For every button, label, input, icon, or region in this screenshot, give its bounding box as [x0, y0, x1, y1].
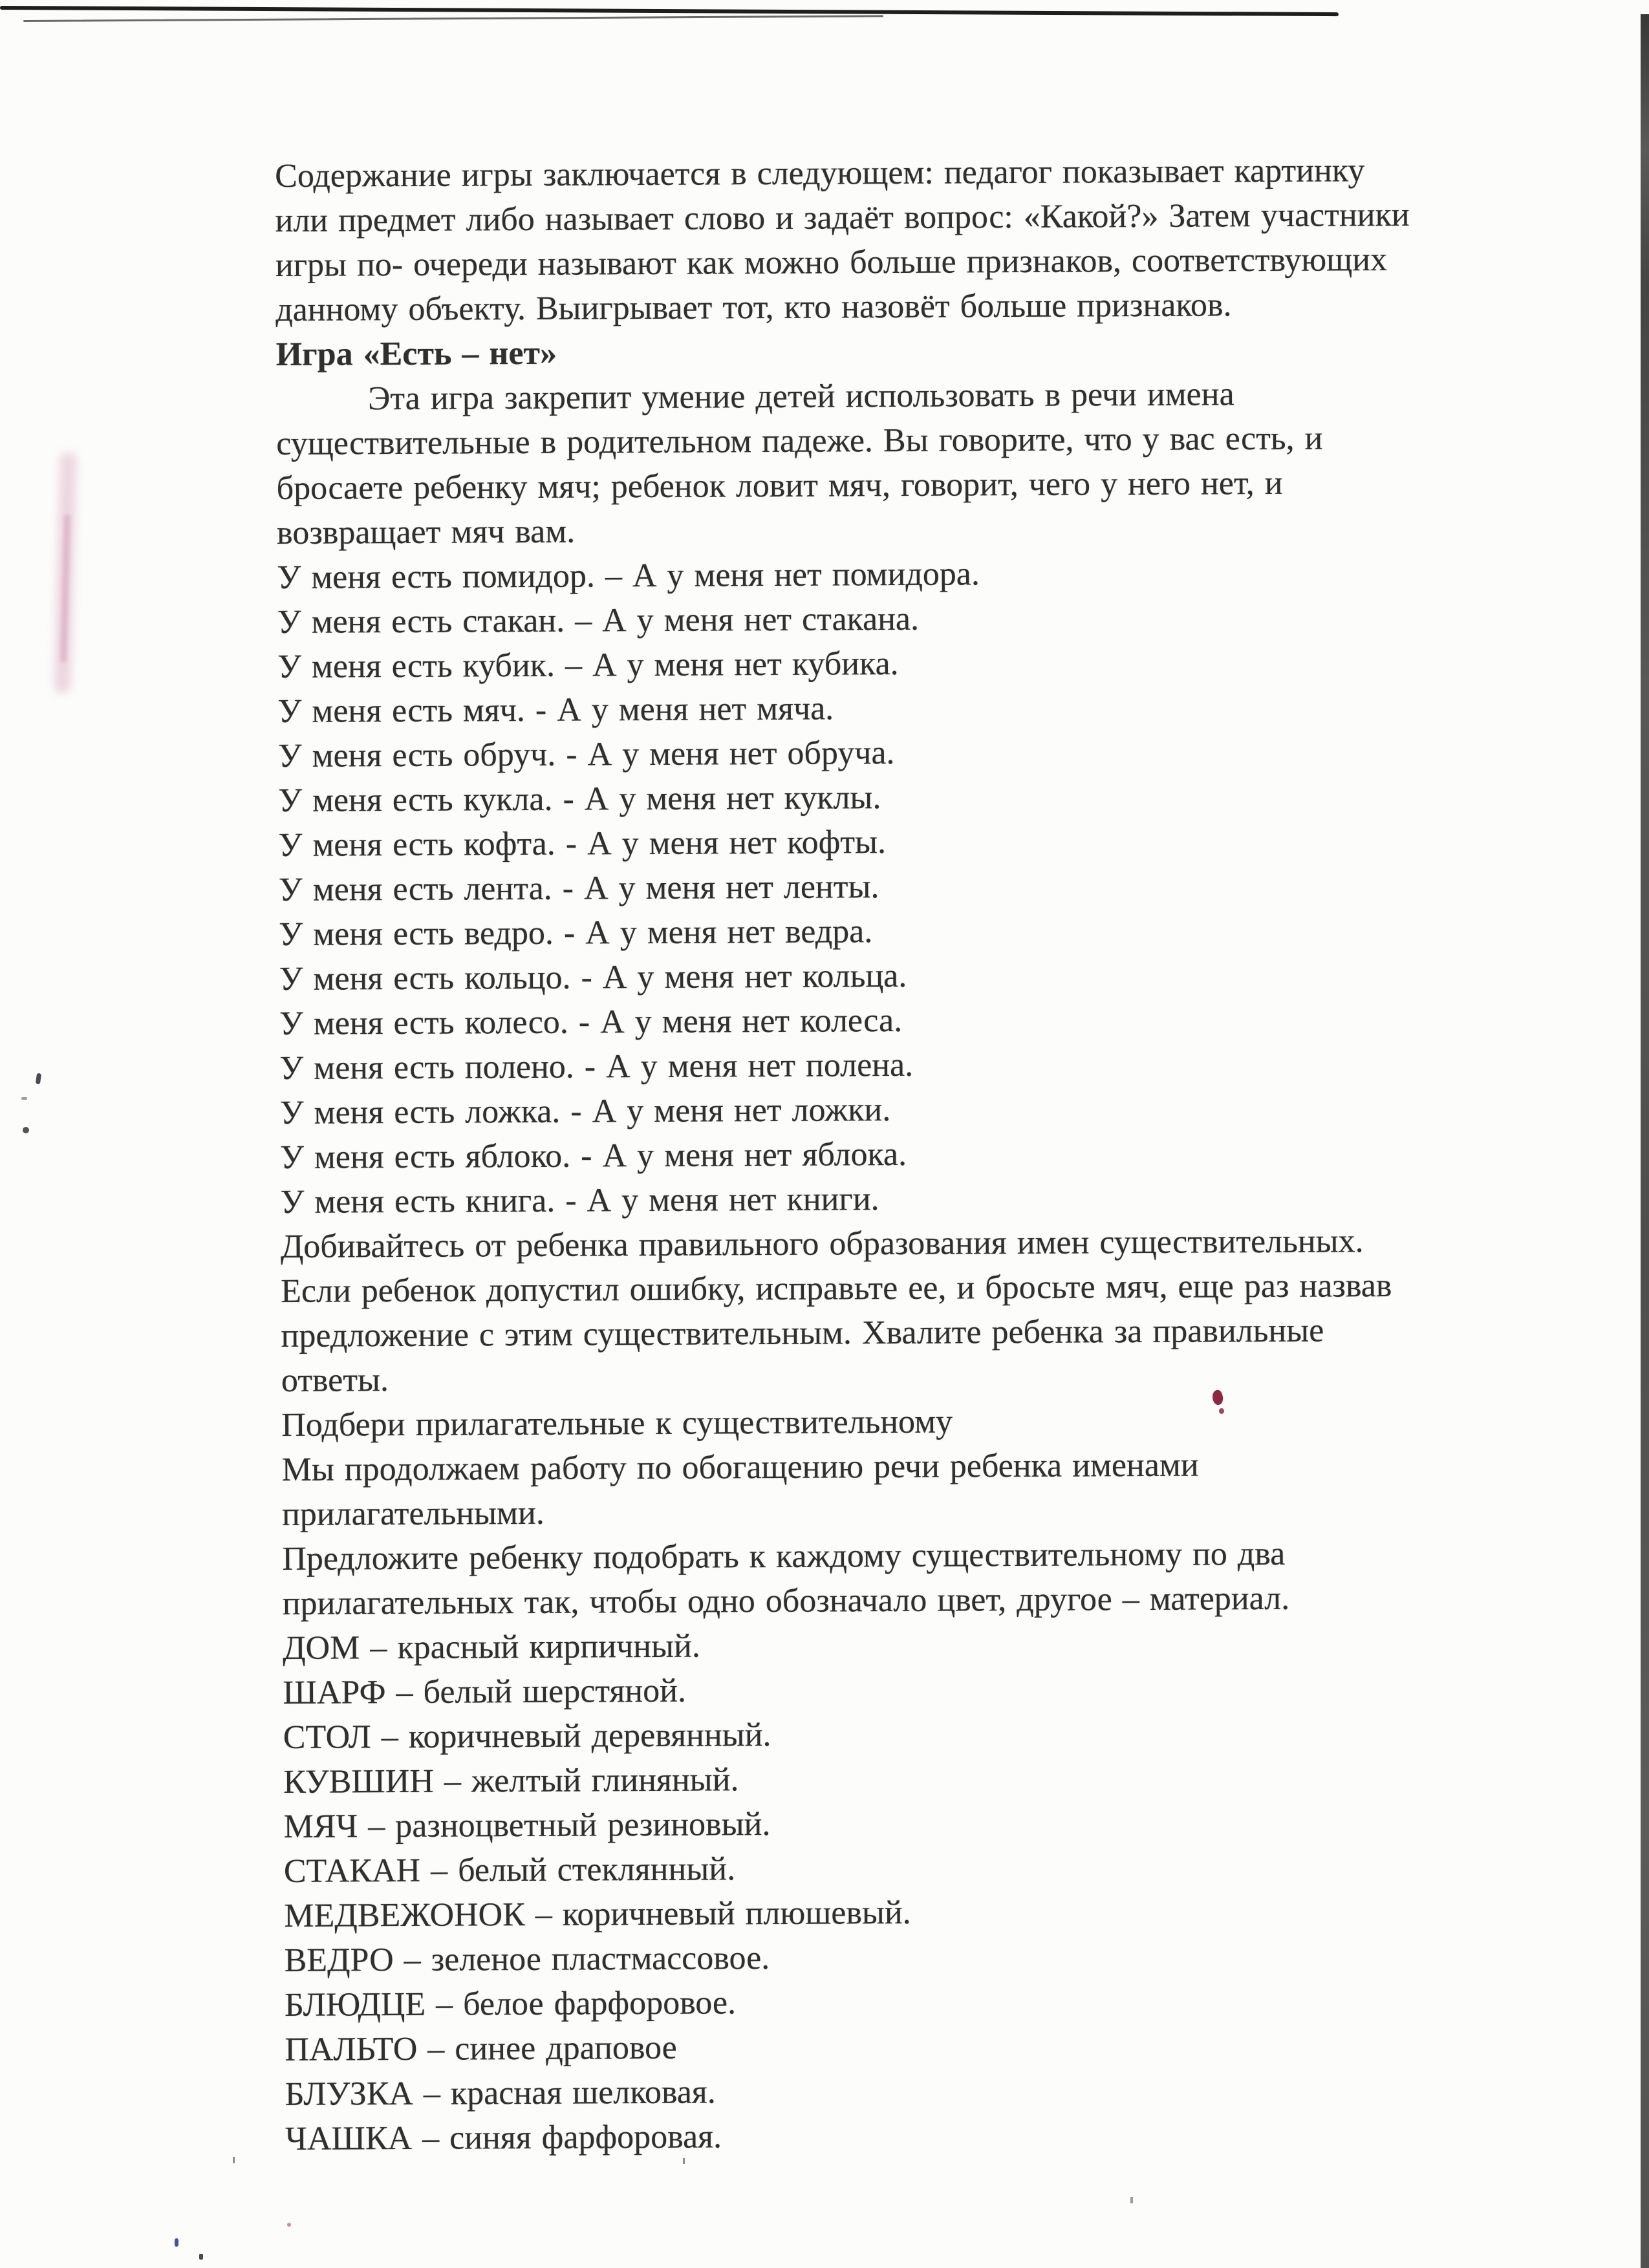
text-line: Эта игра закрепит умение детей использовать в речи имена — [367, 376, 1234, 418]
document-text — [275, 147, 1585, 2161]
text-line: возвращает мяч вам. — [276, 513, 576, 551]
scan-right-edge-band — [1641, 14, 1649, 2268]
bottom-speck-gray-3 — [1130, 2197, 1133, 2203]
margin-speck-dot — [23, 1127, 29, 1133]
text-line: МЕДВЕЖОНОК – коричневый плюшевый. — [284, 1894, 911, 1934]
text-line: СТОЛ – коричневый деревянный. — [283, 1717, 771, 1756]
text-line: Добивайтесь от ребенка правильного образования имен существительных. — [280, 1223, 1364, 1265]
text-line: У меня есть обруч. - А у меня нет обруча. — [277, 734, 895, 775]
text-line: БЛУЗКА – красная шелковая. — [285, 2073, 716, 2113]
text-line: У меня есть полено. - А у меня нет полена. — [279, 1046, 914, 1087]
text-line: У меня есть мяч. - А у меня нет мяча. — [277, 690, 834, 730]
text-line: прилагательных так, чтобы одно обозначало цвет, другое – материал. — [282, 1579, 1290, 1622]
text-line: КУВШИН – желтый глиняный. — [283, 1761, 739, 1801]
text-line: СТАКАН – белый стеклянный. — [283, 1850, 736, 1890]
bottom-speck-red — [287, 2223, 291, 2227]
text-line: У меня есть ведро. - А у меня нет ведра. — [279, 913, 873, 953]
text-line: БЛЮДЦЕ – белое фарфоровое. — [284, 1984, 737, 2024]
text-line: Подбери прилагательные к существительному — [281, 1403, 953, 1444]
text-line: Если ребенок допустил ошибку, исправьте ее, и бросьте мяч, еще раз назвав — [281, 1267, 1392, 1310]
text-line: У меня есть стакан. – А у меня нет стакана. — [277, 600, 920, 641]
text-line: ШАРФ – белый шерстяной. — [283, 1672, 687, 1711]
text-line: Мы продолжаем работу по обогащению речи ребенка именами — [281, 1446, 1199, 1488]
text-line: ЧАШКА – синяя фарфоровая. — [285, 2118, 722, 2157]
text-line: У меня есть лента. - А у меня нет ленты. — [278, 868, 879, 908]
scan-top-edge-line-secondary — [23, 15, 883, 22]
margin-speck-apostrophe — [36, 1073, 41, 1085]
text-line: У меня есть кольцо. - А у меня нет кольца. — [279, 957, 907, 998]
text-line: ДОМ – красный кирпичный. — [282, 1627, 701, 1667]
text-line: ответы. — [281, 1362, 389, 1399]
text-line: Предложите ребенку подобрать к каждому существительному по два — [282, 1535, 1286, 1578]
text-line: Содержание игры заключается в следующем: педагог показывает картинку — [275, 152, 1365, 195]
text-line: ПАЛЬТО – синее драповое — [285, 2029, 677, 2068]
text-line: или предмет либо называет слово и задаёт вопрос: «Какой?» Затем участники — [275, 196, 1410, 239]
text-line: бросаете ребенку мяч; ребенок ловит мяч, говорит, чего у него нет, и — [276, 464, 1283, 507]
text-line: МЯЧ – разноцветный резиновый. — [283, 1806, 771, 1845]
text-line: У меня есть колесо. - А у меня нет колеса. — [279, 1001, 903, 1042]
margin-speck-dash — [21, 1097, 27, 1100]
text-line: игры по- очереди называют как можно больше признаков, соответствующих — [275, 241, 1388, 284]
text-line: У меня есть помидор. – А у меня нет помидора. — [277, 555, 980, 596]
text-line: У меня есть яблоко. - А у меня нет яблока. — [279, 1135, 907, 1176]
bottom-speck-gray-1 — [233, 2157, 235, 2163]
text-line: прилагательными. — [281, 1494, 544, 1533]
bottom-speck-dark — [199, 2254, 203, 2260]
text-line: У меня есть кубик. – А у меня нет кубика. — [277, 645, 899, 685]
scan-top-edge-line — [0, 6, 1339, 16]
text-line: У меня есть кофта. - А у меня нет кофты. — [278, 824, 887, 864]
text-line: У меня есть кукла. - А у меня нет куклы. — [278, 779, 881, 819]
text-line: У меня есть книга. - А у меня нет книги. — [280, 1181, 879, 1221]
text-line: Игра «Есть – нет» — [275, 334, 557, 373]
text-line: предложение с этим существительным. Хвалите ребенка за правильные — [281, 1312, 1324, 1354]
text-line: существительные в родительном падеже. Вы говорите, что у вас есть, и — [276, 420, 1323, 462]
bottom-speck-blue — [175, 2238, 178, 2247]
text-line: данному объекту. Выигрывает тот, кто назовёт больше признаков. — [275, 286, 1232, 328]
text-line: У меня есть ложка. - А у меня нет ложки. — [279, 1091, 891, 1131]
text-line: ВЕДРО – зеленое пластмассовое. — [284, 1940, 770, 1979]
